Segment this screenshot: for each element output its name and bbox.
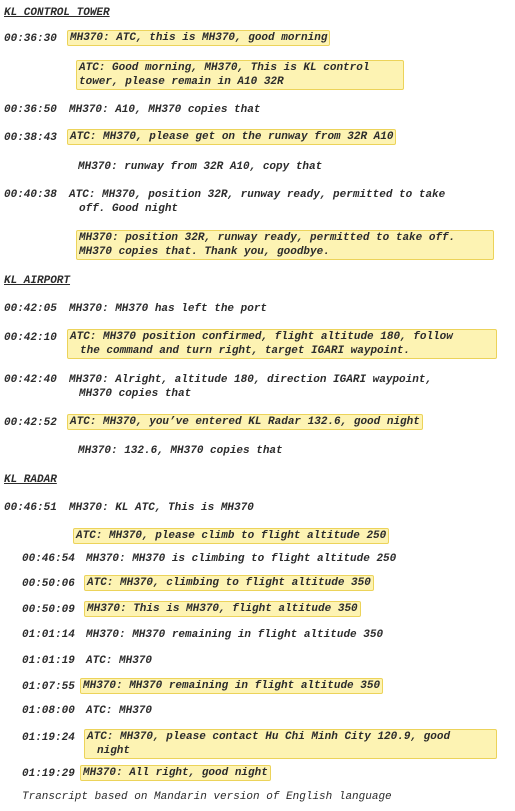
timestamp: 00:50:06 [22, 578, 75, 590]
section-heading-tower: KL CONTROL TOWER [4, 7, 110, 19]
transcript-line: MH370: All right, good night [80, 765, 271, 781]
timestamp: 01:01:19 [22, 655, 75, 667]
transcript-line: MH370: MH370 is climbing to flight altitude 250 [86, 553, 397, 565]
transcript-line: MH370: Alright, altitude 180, direction IGARI waypoint, MH370 copies that [69, 374, 433, 400]
transcript-line: MH370: MH370 remaining in flight altitude 350 [80, 678, 383, 694]
timestamp: 01:01:14 [22, 629, 75, 641]
timestamp: 00:36:50 [4, 104, 57, 116]
timestamp: 00:46:51 [4, 502, 57, 514]
timestamp: 00:50:09 [22, 604, 75, 616]
transcript-line: MH370: A10, MH370 copies that [69, 104, 261, 116]
transcript-line: ATC: Good morning, MH370, This is KL control tower, please remain in A10 32R [76, 60, 404, 90]
timestamp: 00:36:30 [4, 33, 57, 45]
transcript-line: ATC: MH370, please climb to flight altitude 250 [73, 528, 389, 544]
transcript-line: ATC: MH370, you’ve entered KL Radar 132.6, good night [67, 414, 423, 430]
transcript-line: MH370: MH370 has left the port [69, 303, 268, 315]
timestamp: 00:46:54 [22, 553, 75, 565]
transcript-line: MH370: 132.6, MH370 copies that [78, 445, 283, 457]
transcript-line: ATC: MH370, climbing to flight altitude 350 [84, 575, 374, 591]
timestamp: 00:42:10 [4, 332, 57, 344]
timestamp: 01:19:24 [22, 732, 75, 744]
transcript-line: ATC: MH370 [86, 705, 153, 717]
section-heading-airport: KL AIRPORT [4, 275, 71, 287]
timestamp: 00:40:38 [4, 189, 57, 201]
transcript-line: MH370: KL ATC, This is MH370 [69, 502, 254, 514]
timestamp: 00:42:05 [4, 303, 57, 315]
transcript-line: MH370: position 32R, runway ready, permitted to take off. MH370 copies that. Thank you, goodbye. [76, 230, 494, 260]
timestamp: 01:19:29 [22, 768, 75, 780]
transcript-line: ATC: MH370 [86, 655, 153, 667]
section-heading-radar: KL RADAR [4, 474, 57, 486]
transcript-line: MH370: runway from 32R A10, copy that [78, 161, 323, 173]
footer-note: Transcript based on Mandarin version of English language [22, 791, 392, 803]
timestamp: 01:08:00 [22, 705, 75, 717]
transcript-line: MH370: ATC, this is MH370, good morning [67, 30, 330, 46]
transcript-line: MH370: MH370 remaining in flight altitude 350 [86, 629, 384, 641]
timestamp: 00:38:43 [4, 132, 57, 144]
timestamp: 00:42:52 [4, 417, 57, 429]
transcript-line: MH370: This is MH370, flight altitude 350 [84, 601, 361, 617]
transcript-line: ATC: MH370, position 32R, runway ready, permitted to take off. Good night [69, 189, 446, 215]
transcript-line: ATC: MH370, please get on the runway from 32R A10 [67, 129, 396, 145]
timestamp: 01:07:55 [22, 681, 75, 693]
transcript-line: ATC: MH370, please contact Hu Chi Minh City 120.9, good night [84, 729, 497, 759]
timestamp: 00:42:40 [4, 374, 57, 386]
transcript-line: ATC: MH370 position confirmed, flight altitude 180, follow the command and turn right, target IGARI waypoint. [67, 329, 497, 359]
